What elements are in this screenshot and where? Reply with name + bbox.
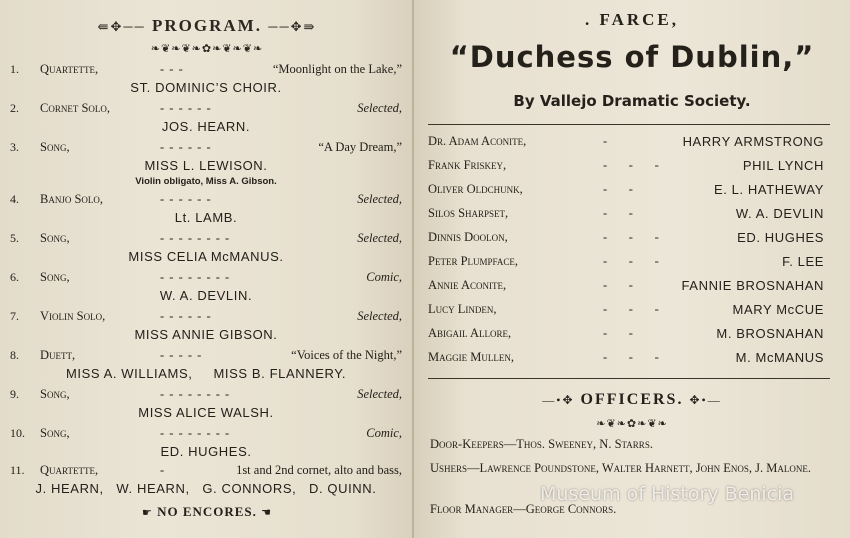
leader-dashes: - - - - - - bbox=[160, 309, 212, 323]
item-title: Cornet Solo, bbox=[40, 101, 111, 115]
officers-heading bbox=[414, 391, 850, 409]
program-item bbox=[10, 192, 402, 207]
leaf-ornament-icon: ❧❦❧❦❧✿❧❦❧❦❧ bbox=[150, 43, 264, 55]
flourish-left-icon: —•✥ bbox=[542, 393, 575, 407]
leader-dashes: - - - - - bbox=[160, 348, 203, 362]
item-performer: MISS ANNIE GIBSON. bbox=[134, 327, 278, 342]
item-number: 11. bbox=[10, 463, 25, 477]
program-item bbox=[10, 101, 402, 116]
leader-dashes: - - - - - - bbox=[160, 140, 212, 154]
cast-actor: PHIL LYNCH bbox=[742, 158, 824, 173]
item-number: 2. bbox=[10, 101, 19, 115]
item-performer: Lt. LAMB. bbox=[174, 210, 238, 225]
leader-dashes: - - - bbox=[603, 230, 660, 244]
program-item bbox=[10, 426, 402, 441]
item-note: Violin obligato, Miss A. Gibson. bbox=[135, 176, 277, 187]
program-item bbox=[10, 62, 402, 77]
ushers-line: Ushers—Lawrence Poundstone, Walter Harnett, John Enos, J. Malone. bbox=[430, 461, 811, 475]
item-title: Song, bbox=[40, 426, 70, 440]
item-number: 4. bbox=[10, 192, 19, 206]
leader-dashes: - - - bbox=[603, 254, 660, 268]
program-page bbox=[0, 0, 414, 538]
item-number: 5. bbox=[10, 231, 19, 245]
item-title: Quartette, bbox=[40, 62, 99, 76]
leader-dashes: - - - - - - bbox=[160, 101, 212, 115]
item-title: Banjo Solo, bbox=[40, 192, 104, 206]
leader-dashes: - - - - - - - - bbox=[160, 270, 231, 284]
item-piece: “Moonlight on the Lake,” bbox=[272, 62, 402, 76]
leader-dashes: - - - bbox=[603, 350, 660, 364]
leader-dashes: - - - bbox=[603, 158, 660, 172]
leader-dashes: - - bbox=[603, 326, 634, 340]
program-item bbox=[10, 463, 402, 478]
cast-actor: E. L. HATHEWAY bbox=[713, 182, 824, 197]
cast-role: Dinnis Doolon, bbox=[428, 230, 508, 244]
farce-label: . FARCE, bbox=[584, 10, 680, 29]
leader-dashes: - - - - - - - - bbox=[160, 426, 231, 440]
flourish-right-icon: ──✥⇛ bbox=[268, 19, 317, 34]
cast-role: Lucy Linden, bbox=[428, 302, 497, 316]
farce-page bbox=[414, 0, 850, 538]
leader-dashes: - bbox=[160, 463, 166, 477]
item-number: 6. bbox=[10, 270, 19, 284]
item-title: Quartette, bbox=[40, 463, 99, 477]
item-performer: MISS ALICE WALSH. bbox=[138, 405, 274, 420]
program-item bbox=[10, 231, 402, 246]
item-piece: Selected, bbox=[357, 192, 402, 206]
no-encores-label: NO ENCORES. bbox=[157, 504, 257, 519]
flourish-right-icon: ✥•— bbox=[689, 393, 722, 407]
play-title: “Duchess of Dublin,” bbox=[449, 40, 815, 74]
leader-dashes: - - - - - - bbox=[160, 192, 212, 206]
item-performer: MISS CELIA McMANUS. bbox=[128, 249, 284, 264]
item-number: 8. bbox=[10, 348, 19, 362]
play-byline: By Vallejo Dramatic Society. bbox=[513, 92, 751, 110]
divider-top bbox=[428, 124, 830, 125]
cast-role: Peter Plumpface, bbox=[428, 254, 518, 268]
divider-bottom bbox=[428, 378, 830, 379]
leader-dashes: - - - bbox=[603, 302, 660, 316]
museum-watermark: Museum of History Benicia bbox=[540, 483, 795, 505]
item-number: 9. bbox=[10, 387, 19, 401]
item-piece: 1st and 2nd cornet, alto and bass, bbox=[236, 463, 402, 477]
cast-actor: MARY McCUE bbox=[732, 302, 824, 317]
cast-actor: ED. HUGHES bbox=[737, 230, 824, 245]
program-item bbox=[10, 387, 402, 402]
item-piece: Selected, bbox=[357, 387, 402, 401]
item-piece: Comic, bbox=[366, 270, 402, 284]
farce-label-text: FARCE, bbox=[599, 10, 680, 29]
item-title: Song, bbox=[40, 387, 70, 401]
item-performer: ED. HUGHES. bbox=[160, 444, 252, 459]
cast-role: Silos Sharpset, bbox=[428, 206, 509, 220]
program-item bbox=[10, 348, 402, 363]
leader-dashes: - - bbox=[603, 206, 634, 220]
pointing-hand-right-icon: ☛ bbox=[141, 506, 153, 519]
cast-actor: HARRY ARMSTRONG bbox=[682, 134, 824, 149]
cast-actor: M. McMANUS bbox=[735, 350, 824, 365]
item-number: 1. bbox=[10, 62, 19, 76]
program-heading bbox=[0, 16, 414, 36]
item-number: 3. bbox=[10, 140, 19, 154]
item-title: Violin Solo, bbox=[40, 309, 106, 323]
item-number: 10. bbox=[10, 426, 25, 440]
pointing-hand-left-icon: ☚ bbox=[261, 506, 273, 519]
leader-dashes: - - - bbox=[160, 62, 184, 76]
program-item bbox=[10, 309, 402, 324]
item-piece: “A Day Dream,” bbox=[318, 140, 402, 154]
floor-manager-line: Floor Manager—George Connors. bbox=[430, 502, 617, 516]
cast-actor: W. A. DEVLIN bbox=[735, 206, 824, 221]
item-title: Duett, bbox=[40, 348, 76, 362]
leaf-ornament-icon: ❧❦❧✿❧❦❧ bbox=[596, 418, 668, 430]
item-piece: Selected, bbox=[357, 309, 402, 323]
item-performer: JOS. HEARN. bbox=[161, 119, 251, 134]
flourish-left-icon: ⇚✥── bbox=[97, 19, 146, 34]
cast-role: Dr. Adam Aconite, bbox=[428, 134, 527, 148]
cast-role: Frank Friskey, bbox=[428, 158, 507, 172]
item-title: Song, bbox=[40, 231, 70, 245]
leader-dashes: - - bbox=[603, 278, 634, 292]
cast-actor: F. LEE bbox=[782, 254, 824, 269]
leader-dashes: - bbox=[603, 134, 609, 148]
leader-dashes: - - - - - - - - bbox=[160, 387, 231, 401]
item-performer: MISS L. LEWISON. bbox=[144, 158, 268, 173]
item-piece: Selected, bbox=[357, 231, 402, 245]
cast-role: Annie Aconite, bbox=[428, 278, 507, 292]
item-piece: Comic, bbox=[366, 426, 402, 440]
item-performer: W. A. DEVLIN. bbox=[159, 288, 253, 303]
item-piece: Selected, bbox=[357, 101, 402, 115]
program-item bbox=[10, 270, 402, 285]
item-title: Song, bbox=[40, 140, 70, 154]
door-keepers-line: Door-Keepers—Thos. Sweeney, N. Starrs. bbox=[430, 437, 653, 451]
item-performer: J. HEARN, W. HEARN, G. CONNORS, D. QUINN. bbox=[35, 481, 377, 496]
officers-title: OFFICERS. bbox=[580, 391, 684, 408]
leader-dashes: - - bbox=[603, 182, 634, 196]
item-number: 7. bbox=[10, 309, 19, 323]
cast-actor: M. BROSNAHAN bbox=[716, 326, 824, 341]
item-performer: MISS A. WILLIAMS, MISS B. FLANNERY. bbox=[65, 366, 347, 381]
no-encores-footer bbox=[0, 504, 414, 520]
leader-dashes: - - - - - - - - bbox=[160, 231, 231, 245]
item-piece: “Voices of the Night,” bbox=[291, 348, 402, 362]
item-title: Song, bbox=[40, 270, 70, 284]
cast-role: Oliver Oldchunk, bbox=[428, 182, 523, 196]
cast-actor: FANNIE BROSNAHAN bbox=[681, 278, 824, 293]
cast-role: Maggie Mullen, bbox=[428, 350, 514, 364]
program-title: PROGRAM. bbox=[152, 16, 262, 35]
program-item bbox=[10, 140, 402, 155]
cast-role: Abigail Allore, bbox=[428, 326, 512, 340]
item-performer: ST. DOMINIC’S CHOIR. bbox=[130, 80, 282, 95]
